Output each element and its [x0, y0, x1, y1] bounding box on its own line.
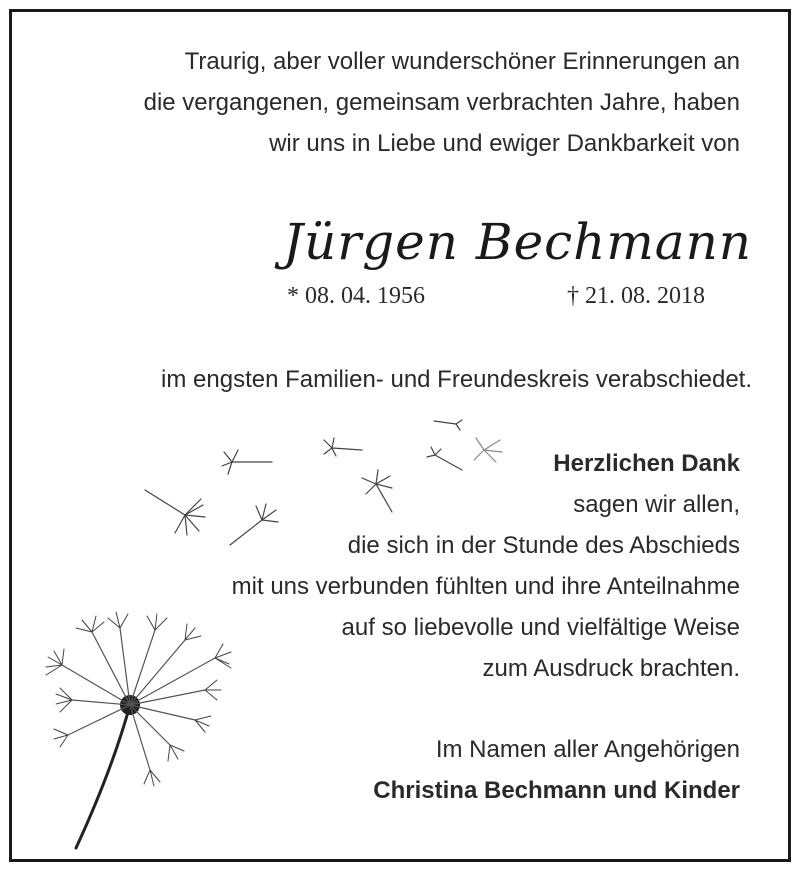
death-date: † 21. 08. 2018	[567, 283, 705, 309]
signature-names: Christina Bechmann und Kinder	[373, 777, 740, 804]
intro-line-3: wir uns in Liebe und ewiger Dankbarkeit von	[269, 130, 740, 157]
thanks-line-5: zum Ausdruck brachten.	[482, 655, 740, 682]
deceased-name: Jürgen Bechmann	[282, 213, 752, 271]
signature-intro: Im Namen aller Angehörigen	[435, 736, 740, 763]
farewell-line: im engsten Familien- und Freundeskreis verabschiedet.	[161, 366, 752, 393]
birth-date: * 08. 04. 1956	[287, 283, 425, 309]
thanks-line-3: mit uns verbunden fühlten und ihre Anteilnahme	[231, 573, 740, 600]
thanks-line-4: auf so liebevolle und vielfältige Weise	[341, 614, 740, 641]
intro-line-1: Traurig, aber voller wunderschöner Erinnerungen an	[184, 48, 740, 75]
thanks-heading: Herzlichen Dank	[553, 450, 740, 477]
intro-line-2: die vergangenen, gemeinsam verbrachten Jahre, haben	[143, 89, 740, 116]
thanks-line-1: sagen wir allen,	[573, 491, 740, 518]
thanks-line-2: die sich in der Stunde des Abschieds	[347, 532, 740, 559]
